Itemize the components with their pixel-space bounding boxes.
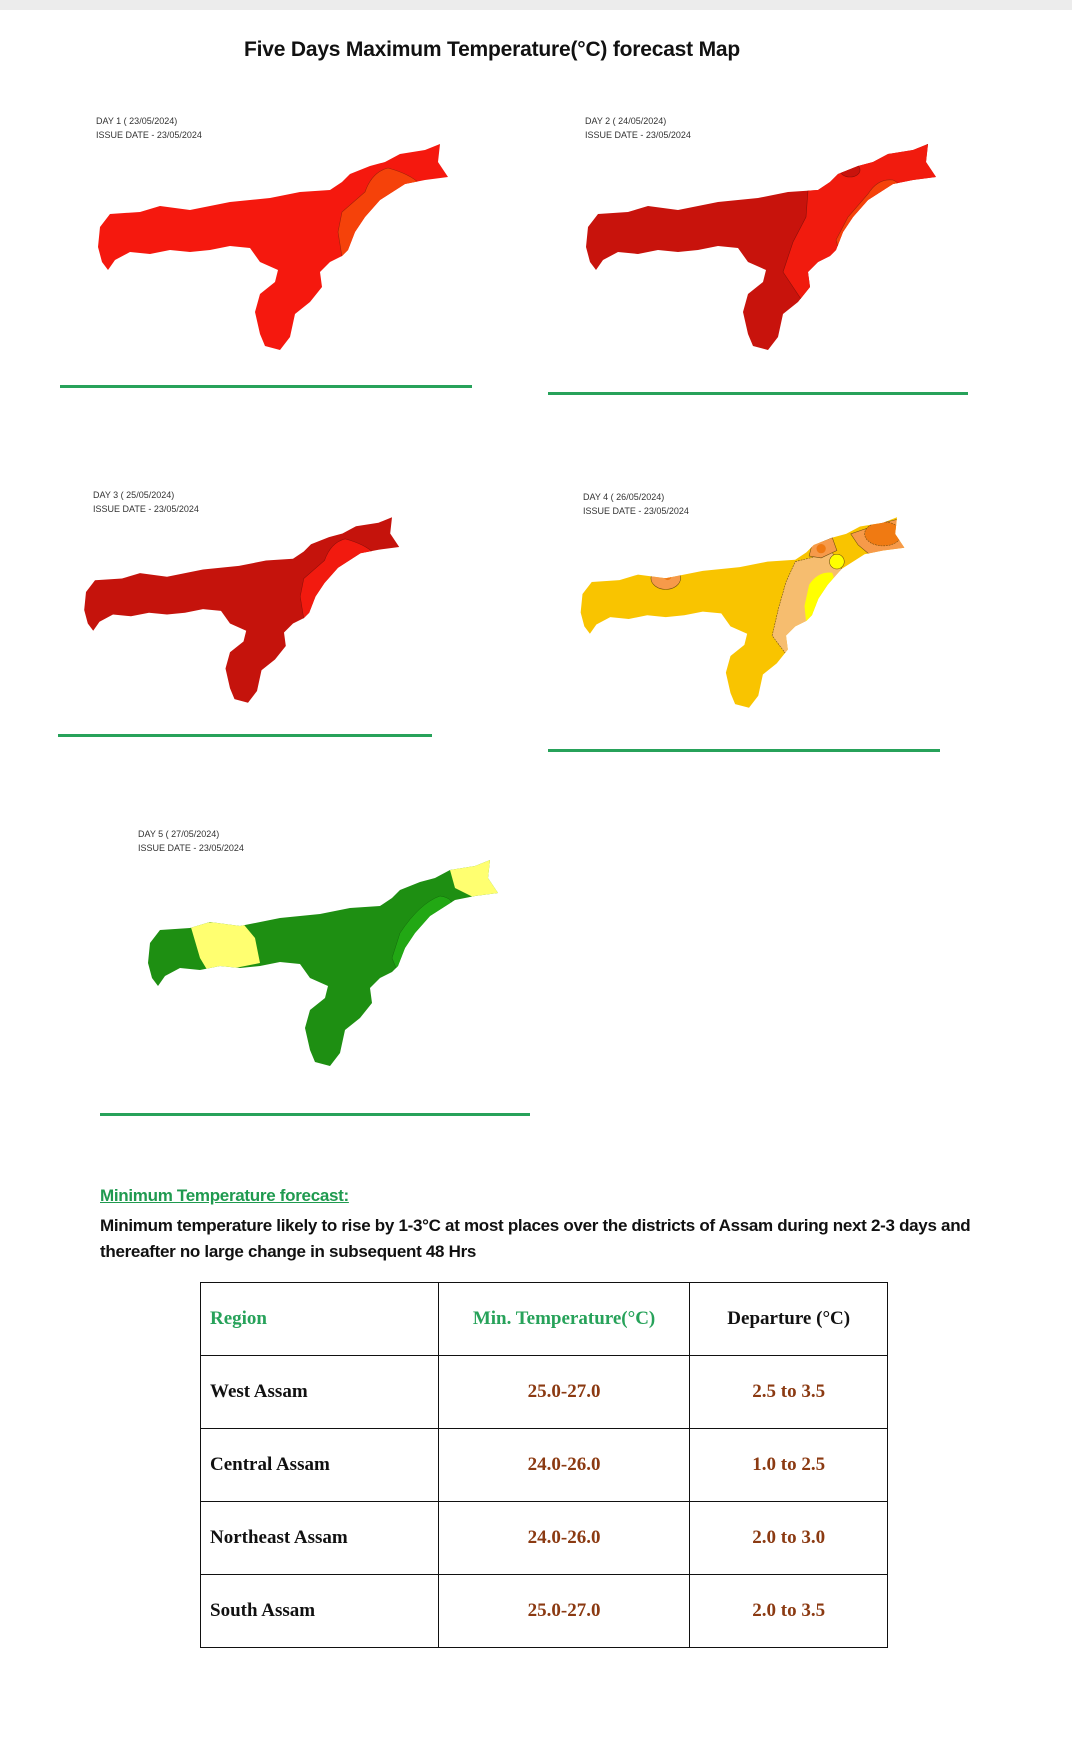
assam-map-day-3: [68, 495, 428, 725]
table-row: [201, 1429, 888, 1502]
departure-cell: 1.0 to 2.5: [690, 1429, 888, 1502]
assam-map-day-1: [80, 122, 480, 372]
map-panel-day-2: [548, 100, 978, 400]
min-temperature-text: Minimum temperature likely to rise by 1-3°C at most places over the districts of Assam during next 2-3 days and thereafter no large change in subsequent 48 Hrs: [100, 1216, 971, 1261]
map-panel-day-3: [58, 475, 458, 745]
min-temp-cell: 24.0-26.0: [438, 1429, 690, 1502]
table-row: [201, 1575, 888, 1648]
assam-map-day-5: [130, 833, 530, 1093]
day-label: DAY 4 ( 26/05/2024): [583, 492, 665, 502]
table-row: [201, 1502, 888, 1575]
min-temperature-table: [200, 1282, 888, 1648]
issue-date-label: ISSUE DATE - 23/05/2024: [138, 843, 244, 853]
departure-cell: 2.0 to 3.5: [690, 1575, 888, 1648]
min-temp-cell: 25.0-27.0: [438, 1575, 690, 1648]
departure-cell: 2.0 to 3.0: [690, 1502, 888, 1575]
header-departure: Departure (°C): [690, 1283, 888, 1356]
region-cell: Northeast Assam: [201, 1502, 439, 1575]
assam-map-day-2: [568, 122, 968, 372]
section-divider: [60, 385, 472, 388]
day-label: DAY 3 ( 25/05/2024): [93, 490, 175, 500]
region-cell: South Assam: [201, 1575, 439, 1648]
region-cell: West Assam: [201, 1356, 439, 1429]
table-header-row: [201, 1283, 888, 1356]
header-region: Region: [201, 1283, 439, 1356]
section-divider: [100, 1113, 530, 1116]
map-panel-day-1: [60, 100, 480, 390]
table-row: [201, 1356, 888, 1429]
day-label: DAY 5 ( 27/05/2024): [138, 829, 220, 839]
issue-date-label: ISSUE DATE - 23/05/2024: [583, 506, 689, 516]
day-label: DAY 2 ( 24/05/2024): [585, 116, 667, 126]
issue-date-label: ISSUE DATE - 23/05/2024: [96, 130, 202, 140]
departure-cell: 2.5 to 3.5: [690, 1356, 888, 1429]
min-temp-cell: 24.0-26.0: [438, 1502, 690, 1575]
min-temp-cell: 25.0-27.0: [438, 1356, 690, 1429]
page-title: Five Days Maximum Temperature(°C) forecast Map: [244, 38, 740, 61]
map-panel-day-4: [548, 475, 958, 760]
top-bar: [0, 0, 1072, 10]
map-panel-day-5: [100, 815, 540, 1125]
region-cell: Central Assam: [201, 1429, 439, 1502]
header-min-temperature: Min. Temperature(°C): [438, 1283, 690, 1356]
section-divider: [548, 749, 940, 752]
day-label: DAY 1 ( 23/05/2024): [96, 116, 178, 126]
section-divider: [58, 734, 432, 737]
issue-date-label: ISSUE DATE - 23/05/2024: [93, 504, 199, 514]
min-temperature-heading: Minimum Temperature forecast:: [100, 1186, 349, 1205]
assam-map-day-4: [564, 495, 934, 730]
issue-date-label: ISSUE DATE - 23/05/2024: [585, 130, 691, 140]
section-divider: [548, 392, 968, 395]
